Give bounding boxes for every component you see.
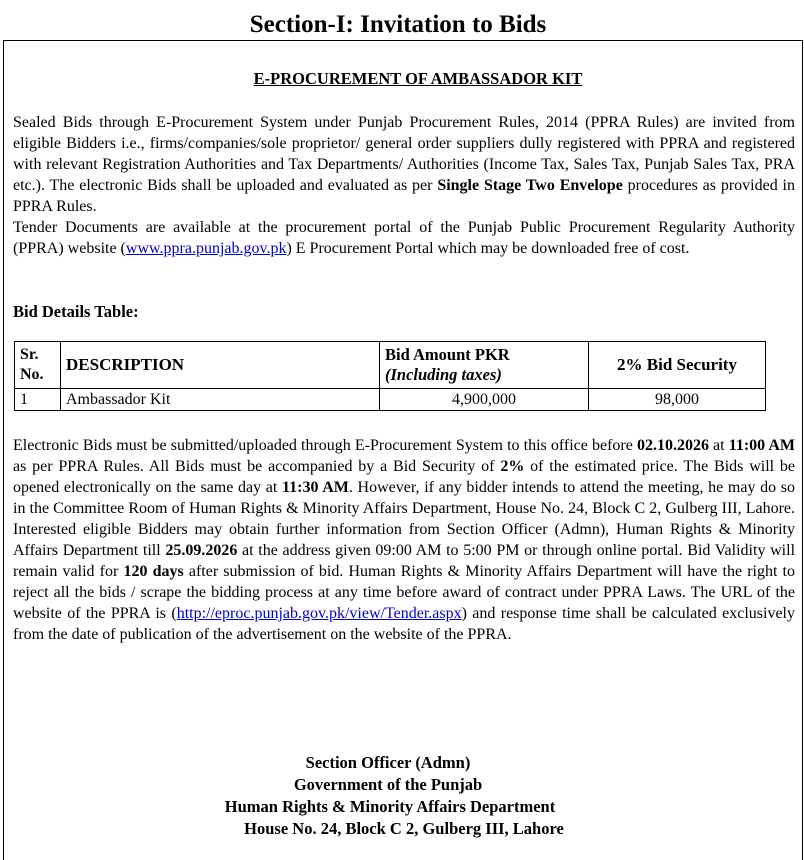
procurement-heading: E-PROCUREMENT OF AMBASSADOR KIT (253, 69, 583, 88)
signature-title: Section Officer (Admn) (305, 753, 471, 772)
table-header-row (15, 342, 766, 389)
header-sr-no: Sr. No. (15, 342, 61, 389)
procedure-type: Single Stage Two Envelope (437, 177, 623, 194)
signature-department: Human Rights & Minority Affairs Department (224, 797, 556, 816)
cell-amount: 4,900,000 (380, 389, 589, 411)
body-text: Electronic Bids must be submitted/uploaded through E-Procurement System to this office before 02.10.2026 at 11:00 AM as per PPRA Rules. All Bids must be accompanied by a Bid Security of 2% of the estimated price. The Bids will be opened electronically on the same day at 11:30 AM. However, if any bidder intends to attend the meeting, he may do so in the Committee Room of Human Rights & Minority Affairs Department, House No. 24, Block C 2, Gulberg III, Lahore. Interested eligible Bidders may obtain further information from Section Officer (Admn), Human Rights & Minority Affairs Department till 25.09.2026 at the address given 09:00 AM to 5:00 PM or through online portal. Bid Validity will remain valid for 120 days after submission of bid. Human Rights & Minority Affairs Department will have the right to reject all the bids / scrape the bidding process at any time before award of contract under PPRA Laws. The URL of the website of the PPRA is (http://eproc.punjab.gov.pk/view/Tender.aspx) and response time shall be calculated exclusively from the date of publication of the advertisement on the website of the PPRA. (13, 437, 796, 643)
intro-text-1: Sealed Bids through E-Procurement System under Punjab Procurement Rules, 2014 (PPRA Rules) are invited from eligible Bidders i.e., firms/companies/sole proprietor/ general order suppliers dully registered with PPRA and registered with relevant Registration Authorities and Tax Departments/ Authorities (Income Tax, Sales Tax, Punjab Sales Tax, PRA etc.). The electronic Bids shall be uploaded and evaluated as per (13, 114, 795, 194)
cell-description: Ambassador Kit (61, 389, 380, 411)
info-deadline-date: 25.09.2026 (165, 542, 238, 559)
signature-block (0, 752, 804, 840)
validity-period: 120 days (123, 563, 184, 580)
intro-sentence-1 (13, 112, 795, 217)
intro-sentence-2 (13, 217, 795, 259)
page-title: Section-I: Invitation to Bids (249, 11, 547, 38)
bid-submission-paragraph (13, 435, 795, 645)
bid-details-table (14, 341, 766, 411)
intro-paragraph (13, 112, 795, 259)
header-description: DESCRIPTION (61, 342, 380, 389)
ppra-website-link[interactable]: www.ppra.punjab.gov.pk (125, 240, 287, 257)
bid-table-label: Bid Details Table: (13, 302, 139, 321)
header-bid-security: 2% Bid Security (589, 342, 766, 389)
security-percent: 2% (500, 458, 525, 475)
eproc-tender-link[interactable]: http://eproc.punjab.gov.pk/view/Tender.aspx (176, 605, 462, 622)
table-row (15, 389, 766, 411)
signature-address: House No. 24, Block C 2, Gulberg III, Lahore (244, 819, 564, 838)
opening-time: 11:30 AM (282, 479, 349, 496)
deadline-time: 11:00 AM (728, 437, 796, 454)
deadline-date: 02.10.2026 (636, 437, 709, 454)
intro-text-4: ) E Procurement Portal which may be downloaded free of cost. (286, 240, 690, 257)
intro-text-3: Tender Documents are available at the procurement portal of the Punjab Public Procurement Regularity Authority (PPRA) website ( (13, 219, 795, 257)
cell-sr: 1 (15, 389, 61, 411)
header-bid-amount: Bid Amount PKR (Including taxes) (380, 342, 589, 389)
signature-government: Government of the Punjab (293, 775, 483, 794)
intro-text-2: procedures as provided in PPRA Rules. (13, 177, 795, 215)
cell-security: 98,000 (589, 389, 766, 411)
